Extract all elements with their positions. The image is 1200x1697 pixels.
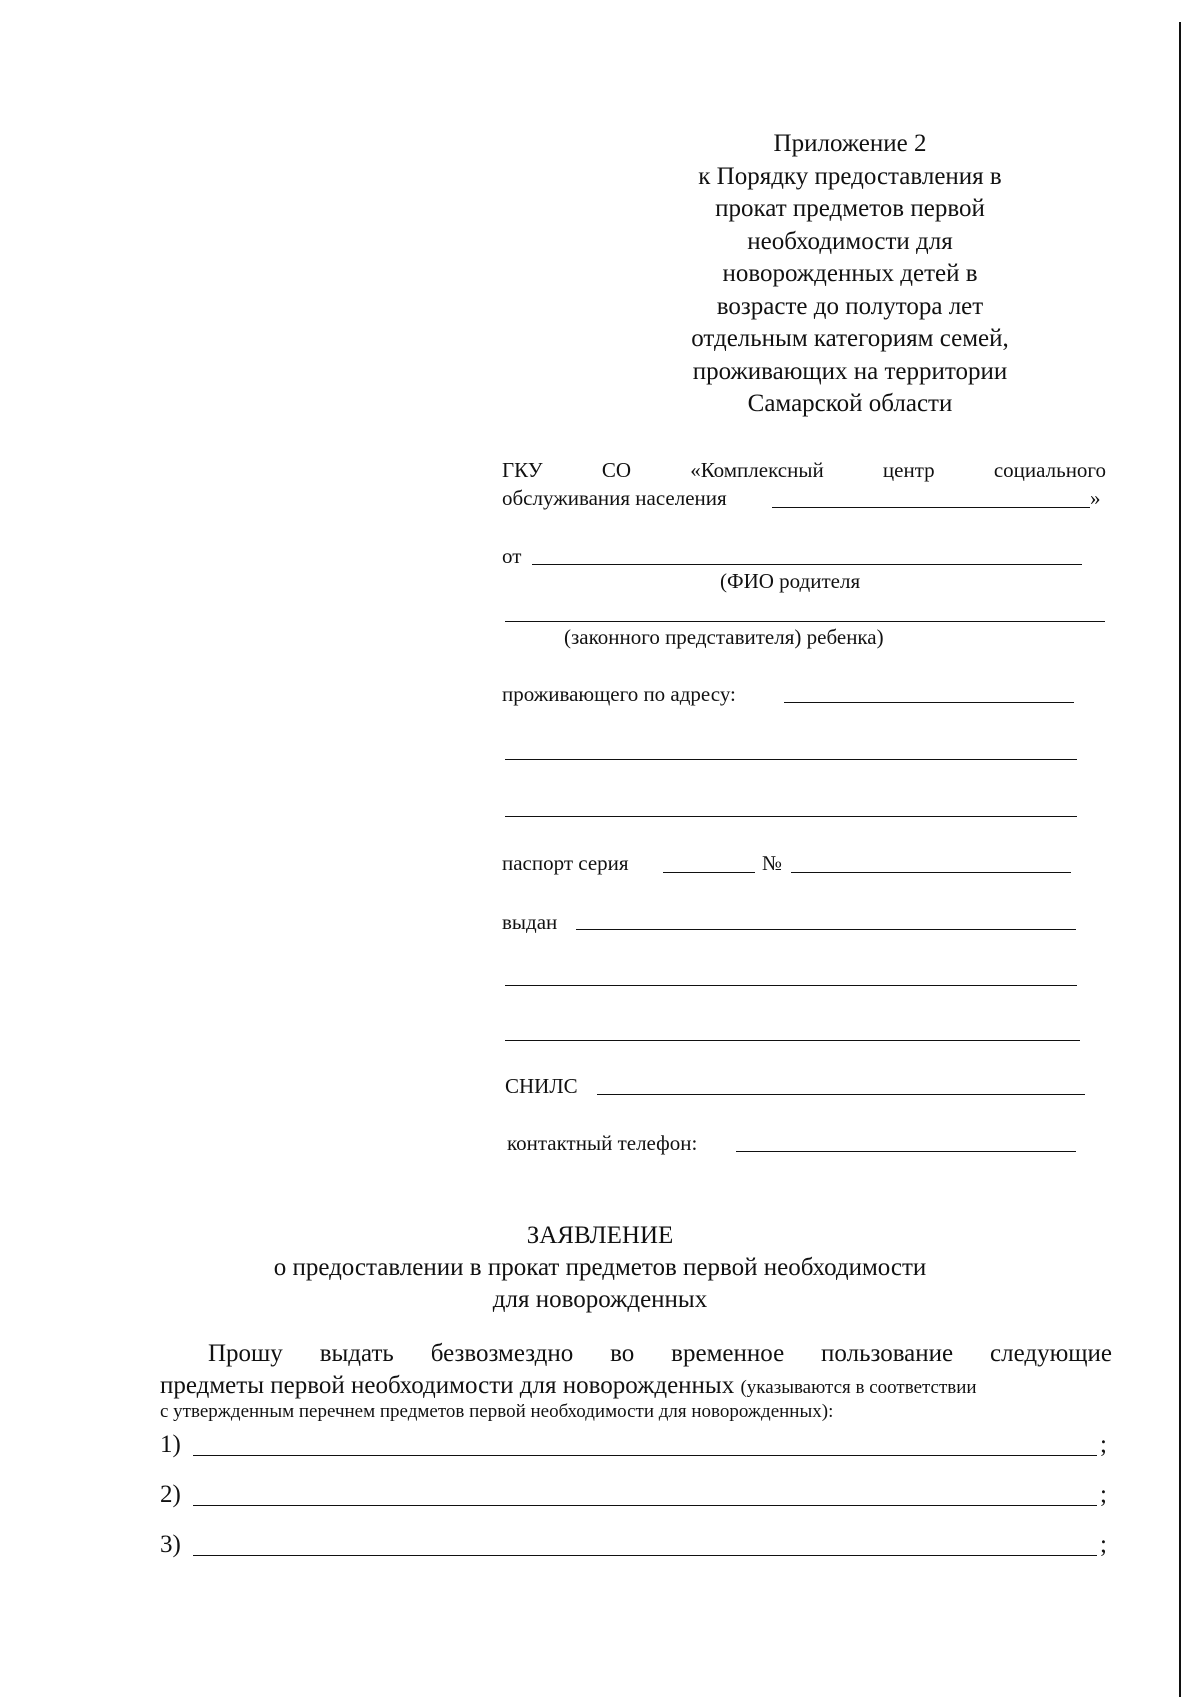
item-field-line[interactable] xyxy=(193,1555,1097,1556)
passport-series-field-line[interactable] xyxy=(663,872,755,873)
snils-label: СНИЛС xyxy=(505,1074,578,1098)
recipient-line-1 xyxy=(502,457,1106,483)
recipient-word: «Комплексный xyxy=(690,458,824,482)
snils-field-line[interactable] xyxy=(597,1094,1085,1095)
appendix-line: отдельным категориям семей, xyxy=(691,325,1009,352)
phone-field-line[interactable] xyxy=(736,1151,1076,1152)
recipient-word: центр xyxy=(882,458,935,482)
item-end-mark: ; xyxy=(1100,1431,1107,1458)
from-label: от xyxy=(502,544,522,568)
recipient-line-2-label: обслуживания населения xyxy=(502,486,727,510)
request-line-2-text: предметы первой необходимости для новорожденных xyxy=(160,1372,735,1399)
passport-series-label: паспорт серия xyxy=(502,851,629,875)
item-end-mark: ; xyxy=(1100,1531,1107,1558)
fio-field-line-2[interactable] xyxy=(505,621,1105,622)
address-field-line-2[interactable] xyxy=(505,759,1077,760)
fio-hint-1: (ФИО родителя xyxy=(720,569,861,593)
appendix-line: проживающих на территории xyxy=(692,357,1008,385)
request-line-2 xyxy=(160,1370,1112,1404)
recipient-field-line[interactable] xyxy=(772,507,1090,508)
appendix-line: новорожденных детей в xyxy=(722,260,978,287)
recipient-closing-quote: » xyxy=(1090,486,1101,510)
issued-field-line-3[interactable] xyxy=(505,1040,1080,1041)
issued-label: выдан xyxy=(502,910,558,934)
passport-number-field-line[interactable] xyxy=(791,872,1071,873)
page-border-line xyxy=(1179,22,1181,1697)
appendix-line: Приложение 2 xyxy=(773,130,927,157)
appendix-line: прокат предметов первой xyxy=(715,195,985,222)
issued-field-line-2[interactable] xyxy=(505,985,1077,986)
appendix-line: возрасте до полутора лет xyxy=(716,292,984,320)
statement-subtitle-1: о предоставлении в прокат предметов первой необходимости xyxy=(273,1254,927,1281)
item-number: 3) xyxy=(160,1531,181,1558)
request-line-2-note: (указываются в соответствии xyxy=(740,1377,977,1398)
appendix-line: необходимости для xyxy=(747,227,953,255)
recipient-word: СО xyxy=(601,458,631,482)
address-field-line[interactable] xyxy=(784,702,1074,703)
issued-field-line[interactable] xyxy=(576,929,1076,930)
request-line-3-note: с утвержденным перечнем предметов первой необходимости для новорожденных): xyxy=(160,1401,834,1422)
recipient-word: ГКУ xyxy=(502,458,543,482)
appendix-line: к Порядку предоставления в xyxy=(698,162,1002,190)
fio-field-line[interactable] xyxy=(532,564,1082,565)
item-number: 2) xyxy=(160,1481,181,1508)
item-field-line[interactable] xyxy=(193,1505,1097,1506)
item-end-mark: ; xyxy=(1100,1481,1107,1508)
address-field-line-3[interactable] xyxy=(505,816,1077,817)
recipient-word: социального xyxy=(993,458,1107,482)
fio-hint-2: (законного представителя) ребенка) xyxy=(564,625,884,649)
passport-number-label: № xyxy=(762,851,783,875)
request-line-1: Прошу выдать безвозмездно во временное пользование следующие xyxy=(208,1340,1112,1367)
statement-subtitle-2: для новорожденных xyxy=(492,1286,708,1313)
appendix-line: Самарской области xyxy=(747,390,953,417)
item-number: 1) xyxy=(160,1431,181,1458)
statement-title: ЗАЯВЛЕНИЕ xyxy=(526,1222,674,1249)
address-label: проживающего по адресу: xyxy=(502,682,736,706)
appendix-block xyxy=(640,128,1060,421)
phone-label: контактный телефон: xyxy=(507,1131,698,1155)
item-field-line[interactable] xyxy=(193,1455,1097,1456)
